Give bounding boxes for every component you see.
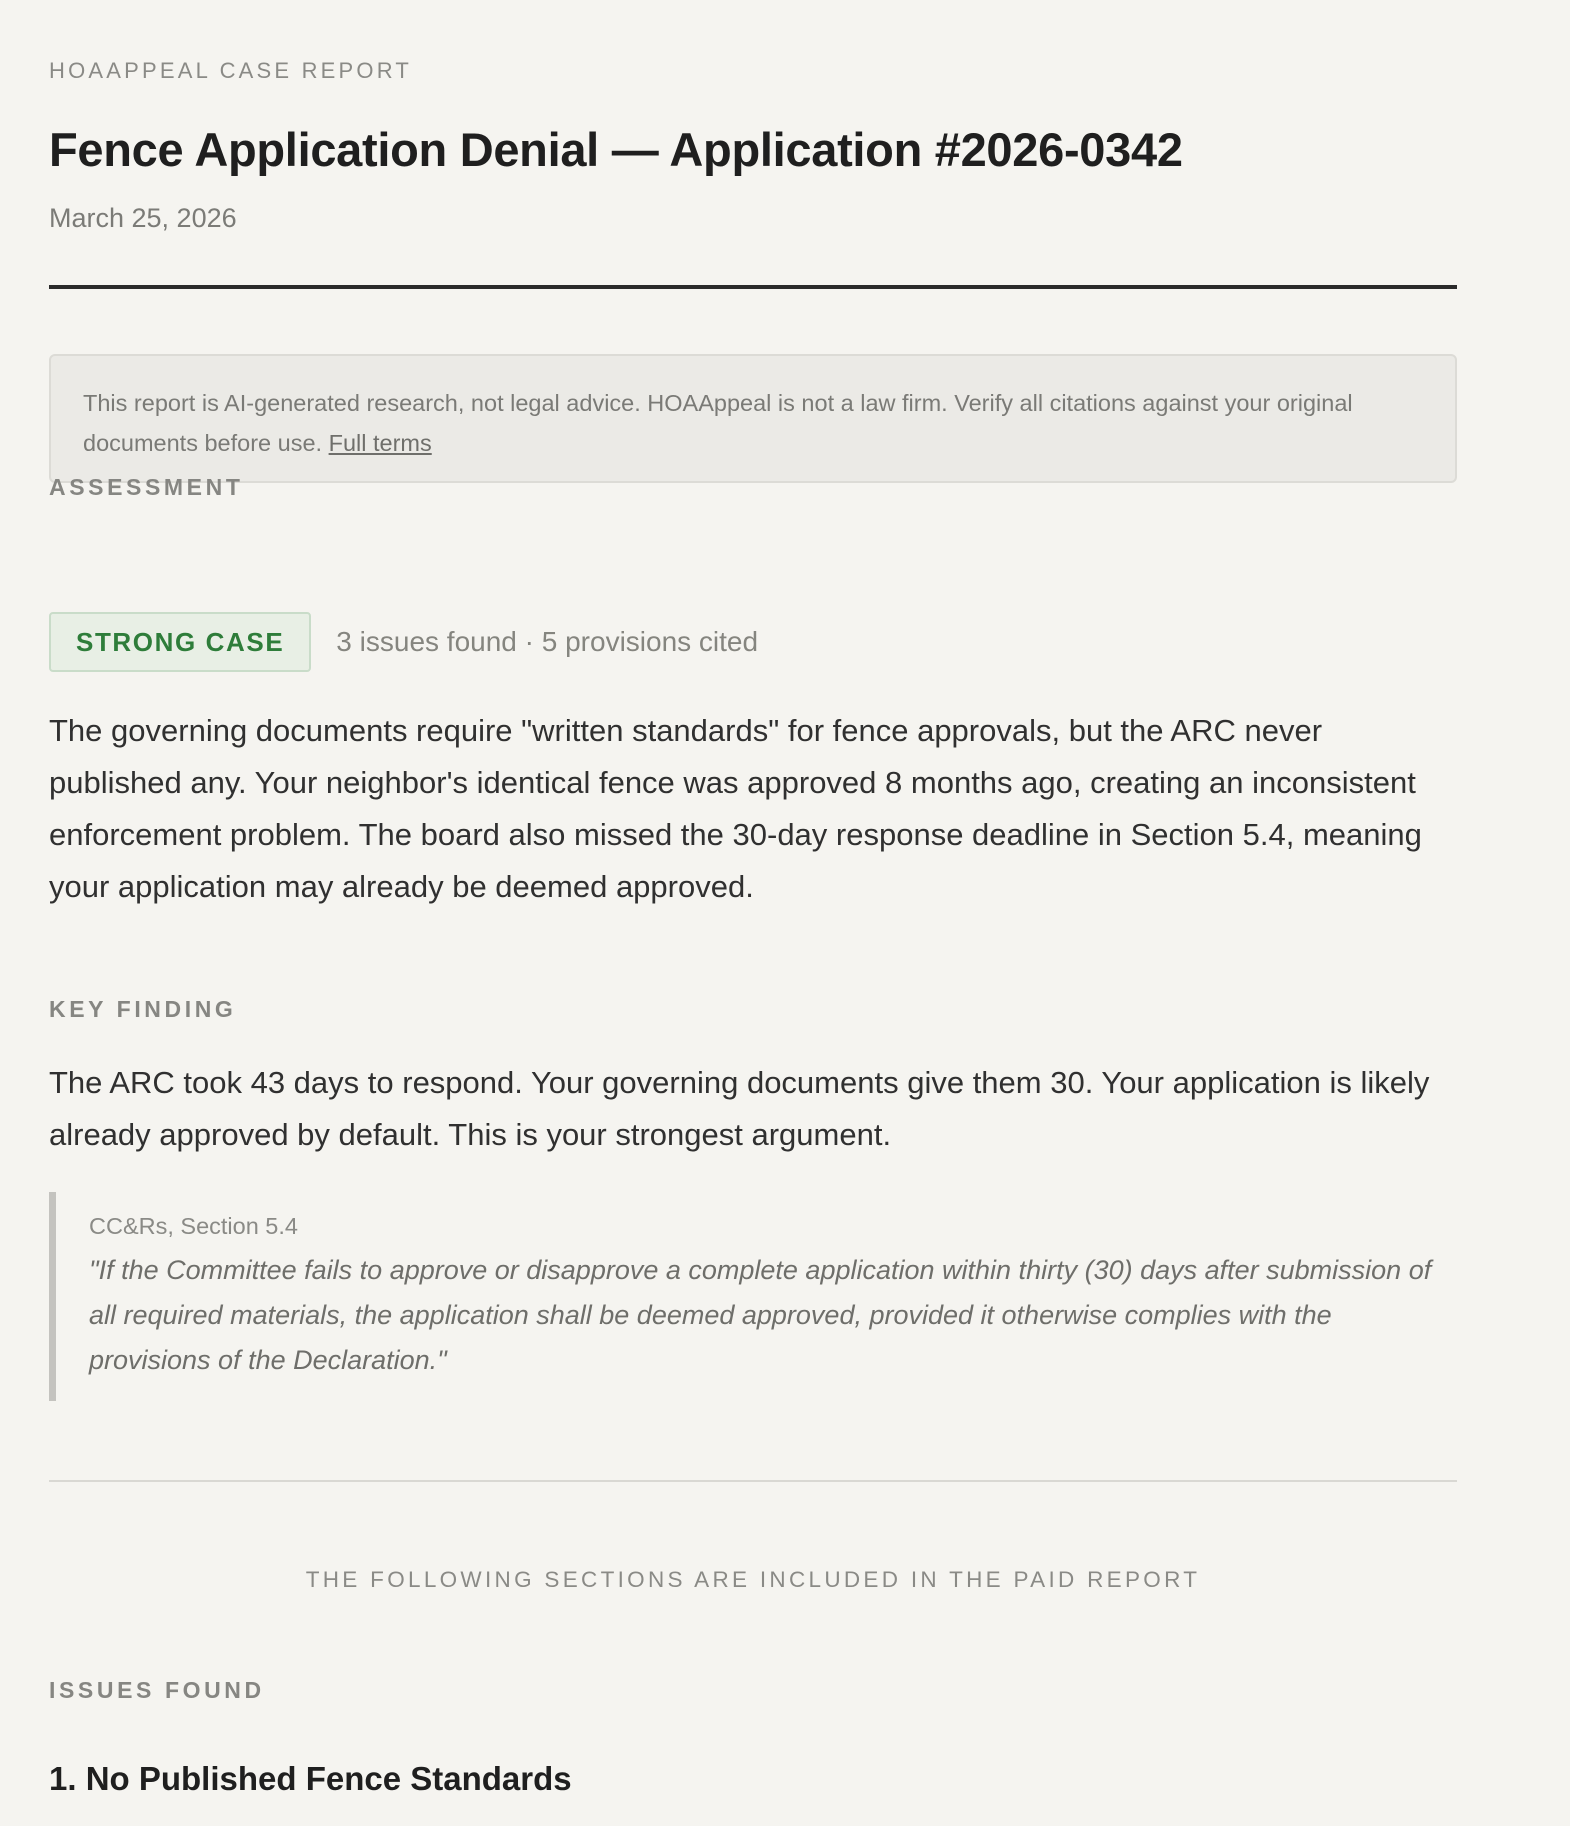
assessment-meta: 3 issues found · 5 provisions cited — [336, 626, 759, 657]
issues-found-label: ISSUES FOUND — [49, 1677, 265, 1703]
issue-title: 1. No Published Fence Standards — [49, 1760, 572, 1797]
citation-text: "If the Committee fails to approve or disapprove a complete application within thirty (30) days after submission of all required materials, the application shall be deemed approved, provided it otherwise complies with the provisions of the Declaration." — [89, 1255, 1432, 1375]
page-title: Fence Application Denial — Application #2026-0342 — [49, 123, 1183, 176]
key-finding-label: KEY FINDING — [49, 996, 237, 1022]
status-badge: STRONG CASE — [49, 612, 311, 672]
full-terms-link[interactable]: Full terms — [328, 430, 432, 456]
assessment-summary: The governing documents require "written standards" for fence approvals, but the ARC never published any. Your neighbor's identical fence was approved 8 months ago, creating an inconsistent enforcement problem. The board also missed the 30-day response deadline in Section 5.4, meaning your application may already be deemed approved. — [49, 713, 1422, 904]
key-finding-text: The ARC took 43 days to respond. Your governing documents give them 30. Your application is likely already approved by default. This is your strongest argument. — [49, 1065, 1430, 1152]
section-divider — [49, 1480, 1457, 1482]
report-eyebrow: HOAAPPEAL CASE REPORT — [49, 58, 413, 83]
header-divider — [49, 285, 1457, 289]
disclaimer-text: This report is AI-generated research, not legal advice. HOAAppeal is not a law firm. Verify all citations against your original documents before use. — [83, 390, 1353, 456]
report-date: March 25, 2026 — [49, 203, 237, 233]
citation-quote — [49, 1192, 1457, 1401]
disclaimer-box — [49, 354, 1457, 483]
citation-source: CC&Rs, Section 5.4 — [89, 1213, 298, 1239]
paid-report-notice: THE FOLLOWING SECTIONS ARE INCLUDED IN THE PAID REPORT — [305, 1567, 1201, 1592]
assessment-label: ASSESSMENT — [49, 474, 244, 500]
assessment-badge-row — [49, 612, 758, 672]
